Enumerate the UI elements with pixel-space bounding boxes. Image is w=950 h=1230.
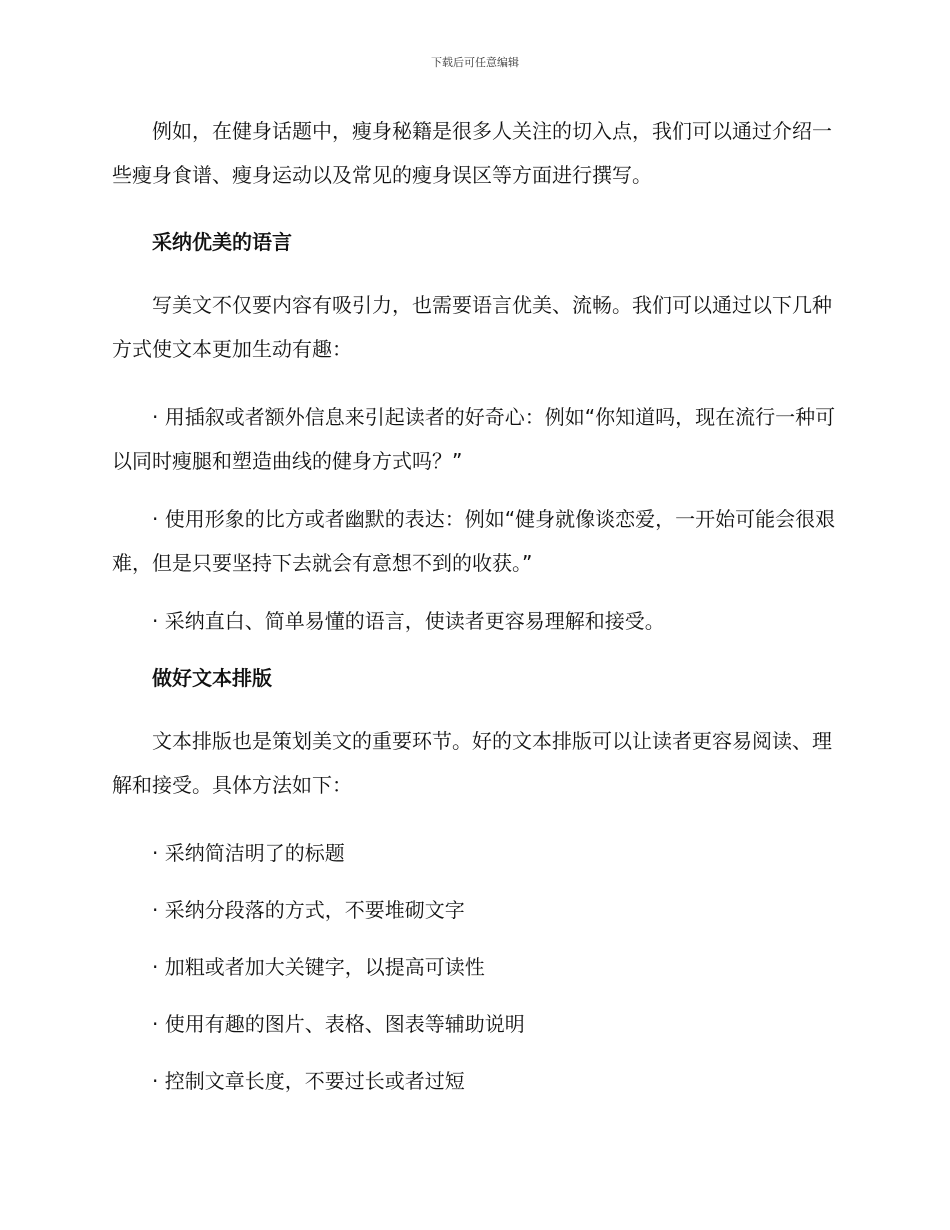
list-item: · 加粗或者加大关键字，以提高可读性 <box>152 955 485 979</box>
heading-text-layout: 做好文本排版 <box>152 666 272 690</box>
paragraph-fitness-example: 例如，在健身话题中，瘦身秘籍是很多人关注的切入点，我们可以通过介绍一些瘦身食谱、瘦身运动以及常见的瘦身误区等方面进行撰写。 <box>112 119 832 187</box>
list-item: · 使用形象的比方或者幽默的表达：例如“健身就像谈恋爱，一开始可能会很艰难，但是只要坚持下去就会有意想不到的收获。” <box>112 507 836 575</box>
layout-tips-list <box>112 831 840 1103</box>
list-item: · 用插叙或者额外信息来引起读者的好奇心：例如“你知道吗，现在流行一种可以同时瘦腿和塑造曲线的健身方式吗？” <box>112 405 836 473</box>
list-item: · 采纳直白、简单易懂的语言，使读者更容易理解和接受。 <box>152 609 665 633</box>
paragraph-layout-intro: 文本排版也是策划美文的重要环节。好的文本排版可以让读者更容易阅读、理解和接受。具体方法如下： <box>112 729 832 797</box>
language-tips-list <box>112 395 840 643</box>
page-header: 下载后可任意编辑 <box>431 56 519 69</box>
list-item: · 采纳分段落的方式，不要堆砌文字 <box>152 898 465 922</box>
list-item: · 采纳简洁明了的标题 <box>152 841 345 865</box>
paragraph-language-intro: 写美文不仅要内容有吸引力，也需要语言优美、流畅。我们可以通过以下几种方式使文本更加生动有趣： <box>112 293 832 361</box>
list-item: · 控制文章长度，不要过长或者过短 <box>152 1069 465 1093</box>
list-item: · 使用有趣的图片、表格、图表等辅助说明 <box>152 1012 525 1036</box>
heading-beautiful-language: 采纳优美的语言 <box>152 230 292 254</box>
document-body <box>112 109 840 1116</box>
